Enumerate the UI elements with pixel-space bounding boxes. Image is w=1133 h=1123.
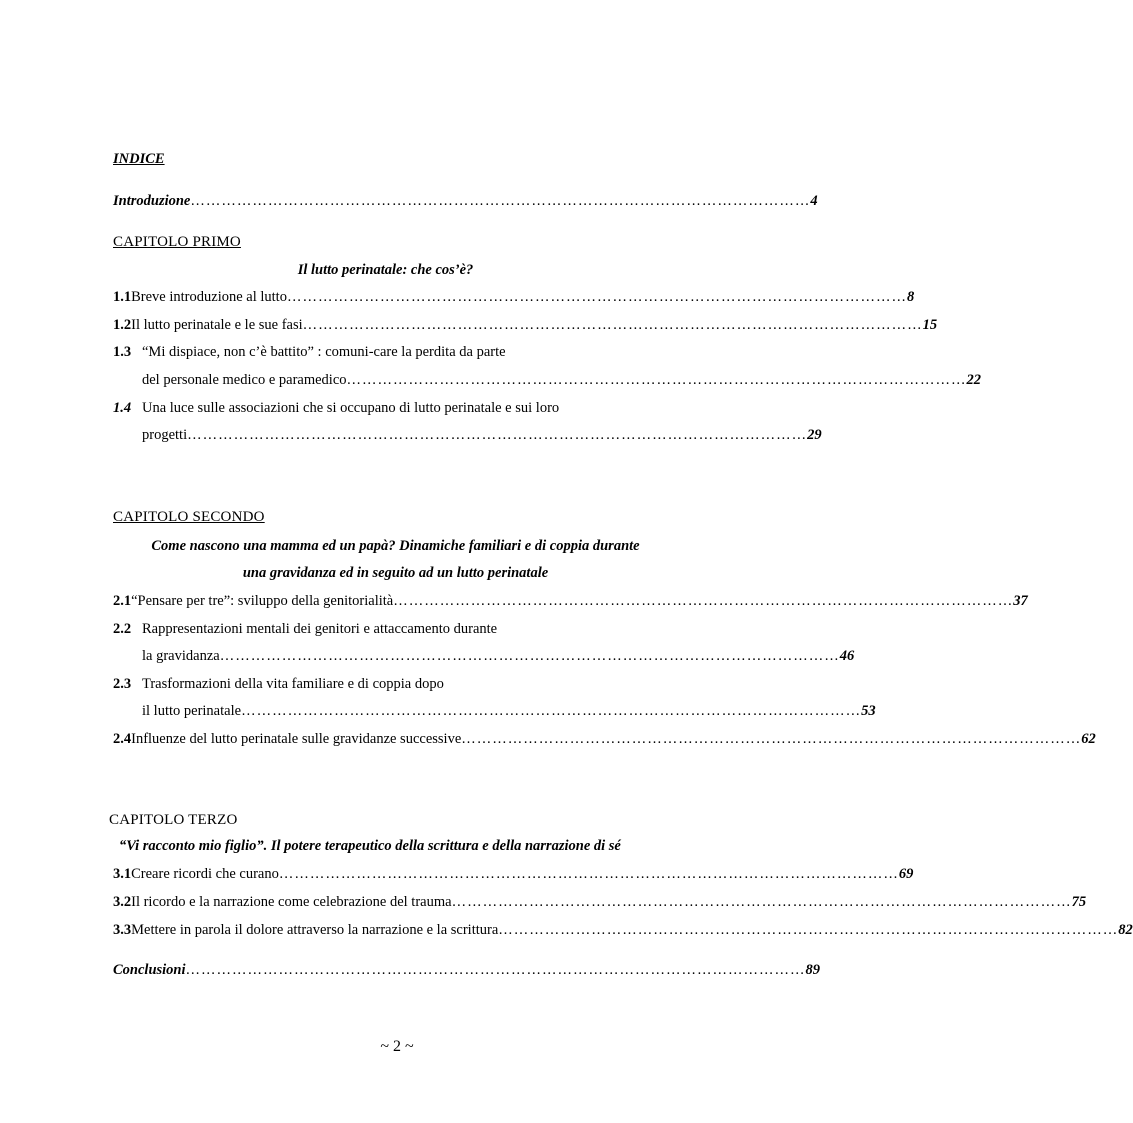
toc-page-number: 15 — [922, 317, 938, 333]
toc-item-number: 3.2 — [113, 894, 132, 910]
toc-conclusions-label: Conclusioni — [113, 962, 186, 978]
toc-page-number: 82 — [1118, 922, 1133, 938]
toc-item-label: Breve introduzione al lutto — [131, 289, 287, 305]
toc-page-number: 46 — [839, 648, 855, 664]
dot-leader: ………………………………………………………………………………………………………… — [241, 703, 862, 719]
toc-item-label: “Mi dispiace, non c’è battito” : comuni-care la perdita da parte — [142, 344, 506, 360]
toc-item-label: Rappresentazioni mentali dei genitori e attaccamento durante — [142, 621, 498, 637]
toc-item-label-continued: il lutto perinatale — [142, 703, 242, 719]
chapter-heading-2: CAPITOLO SECONDO — [113, 509, 265, 525]
toc-item-label: Creare ricordi che curano — [131, 866, 279, 882]
toc-item-1-1[interactable] — [113, 289, 915, 306]
toc-page-number: 89 — [805, 962, 821, 978]
dot-leader: ………………………………………………………………………………………………………… — [286, 289, 907, 305]
dot-leader: ………………………………………………………………………………………………………… — [302, 317, 923, 333]
chapter-heading-3: CAPITOLO TERZO — [109, 812, 238, 828]
toc-item-1-4-continued[interactable] — [142, 427, 822, 444]
toc-item-label: Una luce sulle associazioni che si occupano di lutto perinatale e sui loro — [142, 400, 560, 416]
toc-conclusions[interactable] — [113, 962, 821, 979]
toc-item-2-2-continued[interactable] — [142, 648, 855, 665]
toc-page-number: 29 — [807, 427, 822, 443]
toc-item-3-1[interactable] — [113, 866, 914, 883]
dot-leader: ………………………………………………………………………………………………………… — [278, 866, 899, 882]
toc-introduction[interactable] — [113, 193, 818, 210]
page-number: ~ 2 ~ — [380, 1038, 414, 1055]
toc-item-label: Il ricordo e la narrazione come celebrazione del trauma — [131, 894, 452, 910]
toc-item-1-3[interactable] — [113, 344, 658, 361]
toc-item-2-3[interactable] — [113, 676, 658, 693]
toc-item-1-3-continued[interactable] — [142, 372, 982, 389]
dot-leader: ………………………………………………………………………………………………………… — [393, 593, 1014, 609]
chapter-heading-1: CAPITOLO PRIMO — [113, 234, 241, 250]
chapter-subtitle-2-continued: una gravidanza ed in seguito ad un lutto perinatale — [242, 565, 549, 581]
toc-page-number: 37 — [1013, 593, 1028, 609]
toc-item-label-continued: progetti — [142, 427, 188, 443]
toc-item-label-continued: la gravidanza — [142, 648, 220, 664]
toc-item-number: 1.1 — [113, 289, 132, 305]
toc-item-2-4[interactable] — [113, 731, 1096, 748]
toc-item-label-continued: del personale medico e paramedico — [142, 372, 347, 388]
toc-item-2-1[interactable] — [113, 593, 1028, 610]
toc-page-number: 69 — [898, 866, 914, 882]
dot-leader: ………………………………………………………………………………………………………… — [190, 193, 811, 209]
dot-leader: ………………………………………………………………………………………………………… — [185, 962, 806, 978]
toc-item-3-2[interactable] — [113, 894, 1087, 911]
toc-item-number: 2.2 — [113, 621, 132, 637]
dot-leader: ………………………………………………………………………………………………………… — [219, 648, 840, 664]
toc-item-label: Mettere in parola il dolore attraverso la narrazione e la scrittura — [131, 922, 499, 938]
toc-item-label: Il lutto perinatale e le sue fasi — [131, 317, 303, 333]
toc-item-number: 2.1 — [113, 593, 132, 609]
toc-item-label: Influenze del lutto perinatale sulle gravidanze successive — [131, 731, 462, 747]
toc-item-number: 1.3 — [113, 344, 132, 360]
toc-introduction-label: Introduzione — [113, 193, 191, 209]
toc-item-number: 3.3 — [113, 922, 132, 938]
toc-item-2-3-continued[interactable] — [142, 703, 876, 720]
dot-leader: ………………………………………………………………………………………………………… — [346, 372, 967, 388]
toc-item-3-3[interactable] — [113, 922, 1133, 939]
dot-leader: ………………………………………………………………………………………………………… — [461, 731, 1082, 747]
toc-item-number: 3.1 — [113, 866, 132, 882]
index-title: INDICE — [113, 151, 165, 167]
toc-item-1-2[interactable] — [113, 317, 938, 334]
toc-item-1-4[interactable] — [113, 400, 658, 417]
toc-item-number: 1.4 — [113, 400, 132, 416]
toc-item-label: Trasformazioni della vita familiare e di coppia dopo — [142, 676, 444, 692]
chapter-subtitle-2: Come nascono una mamma ed un papà? Dinamiche familiari e di coppia durante — [151, 538, 640, 554]
toc-item-2-2[interactable] — [113, 621, 658, 638]
chapter-subtitle-3: “Vi racconto mio figlio”. Il potere terapeutico della scrittura e della narrazione di sé — [119, 838, 621, 854]
toc-page-number: 8 — [906, 289, 915, 305]
toc-item-number: 1.2 — [113, 317, 132, 333]
toc-page-number: 62 — [1081, 731, 1096, 747]
dot-leader: ………………………………………………………………………………………………………… — [498, 922, 1119, 938]
toc-item-number: 2.4 — [113, 731, 132, 747]
toc-page-number: 53 — [861, 703, 876, 719]
dot-leader: ………………………………………………………………………………………………………… — [187, 427, 808, 443]
chapter-subtitle-1: Il lutto perinatale: che cos’è? — [297, 262, 474, 278]
toc-item-label: “Pensare per tre”: sviluppo della genitorialità — [131, 593, 394, 609]
toc-page-number: 22 — [966, 372, 982, 388]
toc-page-number: 4 — [810, 193, 818, 209]
toc-page-number: 75 — [1071, 894, 1087, 910]
dot-leader: ………………………………………………………………………………………………………… — [451, 894, 1072, 910]
toc-item-number: 2.3 — [113, 676, 132, 692]
